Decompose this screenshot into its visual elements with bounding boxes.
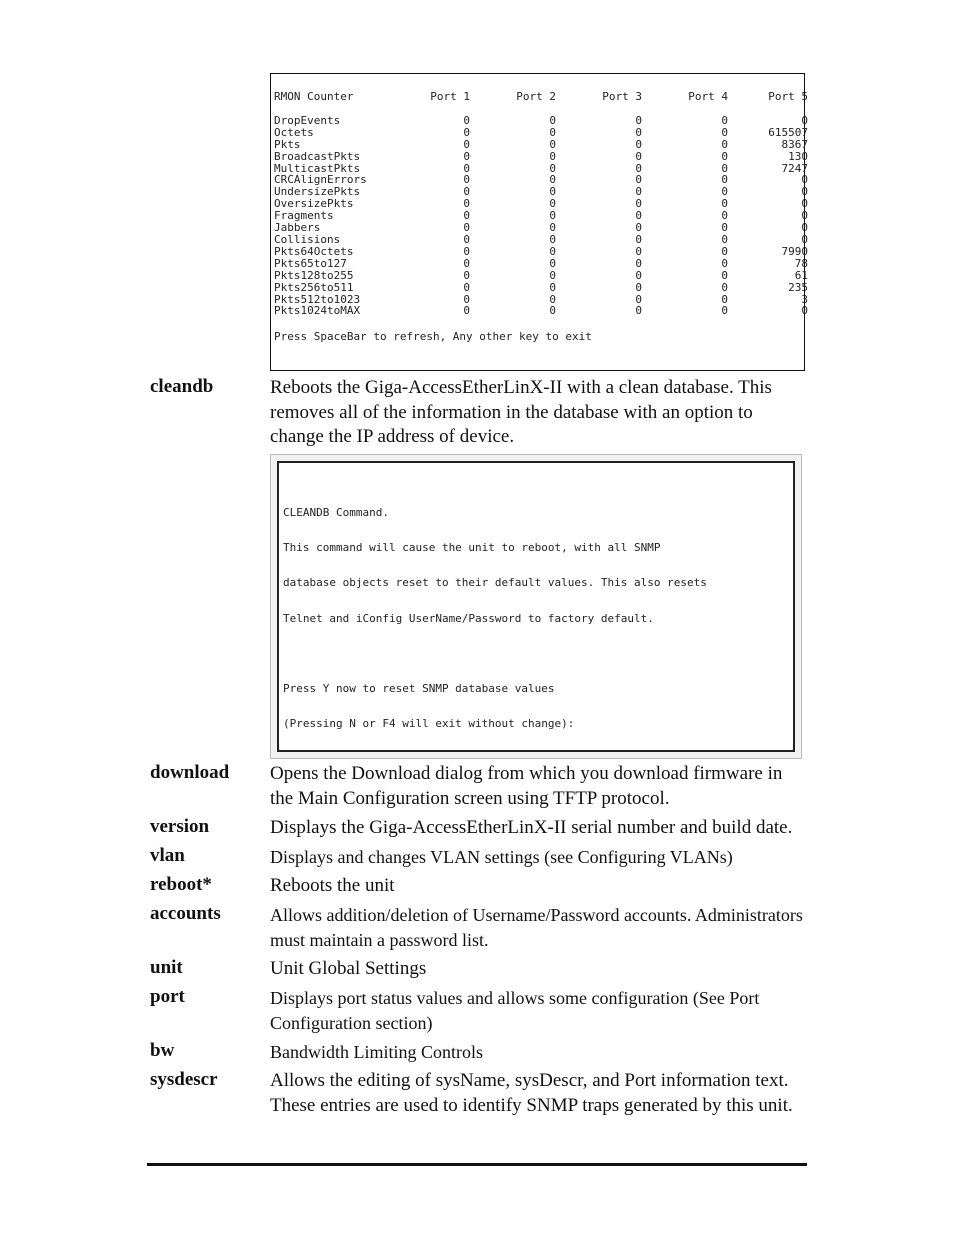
rmon-port2-value: 0 — [549, 280, 556, 294]
rmon-port5-value: 0 — [801, 173, 808, 187]
rmon-port4-value: 0 — [721, 185, 728, 199]
rmon-port3-value: 0 — [635, 137, 642, 151]
rmon-port2-value: 0 — [549, 292, 556, 306]
rmon-counter-name: Pkts256to511 — [274, 280, 354, 294]
rmon-port2-value: 0 — [549, 232, 556, 246]
rmon-row — [274, 282, 808, 294]
rmon-port4-value: 0 — [721, 232, 728, 246]
rmon-port5-value: 235 — [788, 280, 808, 294]
rmon-row — [274, 139, 808, 151]
rmon-port5-value: 0 — [801, 209, 808, 223]
rmon-port3-value: 0 — [635, 149, 642, 163]
rmon-port5-value: 7247 — [781, 161, 808, 175]
rmon-row — [274, 151, 808, 163]
cmd-sysdescr: sysdescr — [150, 1069, 218, 1090]
rmon-header-port2: Port 2 — [516, 90, 556, 103]
cleandb-gap — [283, 648, 707, 659]
cmd-reboot: reboot* — [150, 874, 212, 895]
rmon-counter-name: CRCAlignErrors — [274, 173, 367, 187]
rmon-port1-value: 0 — [463, 209, 470, 223]
desc-version: Displays the Giga-AccessEtherLinX-II serial number and build date. — [270, 817, 793, 838]
rmon-port1-value: 0 — [463, 197, 470, 211]
rmon-port4-value: 0 — [721, 209, 728, 223]
cleandb-line: This command will cause the unit to reboot, with all SNMP — [283, 540, 661, 554]
rmon-port2-value: 0 — [549, 256, 556, 270]
rmon-port1-value: 0 — [463, 125, 470, 139]
rmon-port4-value: 0 — [721, 197, 728, 211]
rmon-port2-value: 0 — [549, 185, 556, 199]
cleandb-terminal-window — [277, 461, 795, 752]
desc-reboot: Reboots the unit — [270, 875, 395, 896]
desc-vlan: Displays and changes VLAN settings (see Configuring VLANs) — [270, 847, 733, 867]
rmon-port1-value: 0 — [463, 113, 470, 127]
rmon-port5-value: 130 — [788, 149, 808, 163]
rmon-port4-value: 0 — [721, 149, 728, 163]
rmon-port3-value: 0 — [635, 209, 642, 223]
desc-sysdescr: Allows the editing of sysName, sysDescr, and Port information text. These entries are used to identify SNMP traps generated by this unit. — [270, 1070, 793, 1116]
rmon-port1-value: 0 — [463, 304, 470, 318]
rmon-port2-value: 0 — [549, 161, 556, 175]
rmon-port1-value: 0 — [463, 221, 470, 235]
desc-port: Displays port status values and allows some configuration (See Port Configuration section) — [270, 988, 760, 1033]
rmon-port5-value: 615507 — [768, 125, 808, 139]
cmd-port: port — [150, 986, 185, 1007]
rmon-counter-name: BroadcastPkts — [274, 149, 361, 163]
rmon-port3-value: 0 — [635, 232, 642, 246]
cmd-download: download — [150, 762, 230, 783]
desc-accounts: Allows addition/deletion of Username/Password accounts. Administrators must maintain a password list. — [270, 905, 803, 950]
rmon-counter-name: Pkts — [274, 137, 301, 151]
rmon-footer: Press SpaceBar to refresh, Any other key to exit — [274, 330, 592, 343]
rmon-port5-value: 8367 — [781, 137, 808, 151]
rmon-counter-name: Jabbers — [274, 221, 321, 235]
rmon-port3-value: 0 — [635, 244, 642, 258]
rmon-port3-value: 0 — [635, 280, 642, 294]
rmon-port4-value: 0 — [721, 221, 728, 235]
rmon-port3-value: 0 — [635, 221, 642, 235]
rmon-port1-value: 0 — [463, 149, 470, 163]
rmon-port5-value: 61 — [794, 268, 808, 282]
rmon-port1-value: 0 — [463, 244, 470, 258]
desc-bw: Bandwidth Limiting Controls — [270, 1042, 484, 1062]
rmon-counter-name: UndersizePkts — [274, 185, 361, 199]
desc-download: Opens the Download dialog from which you download firmware in the Main Configuration screen using TFTP protocol. — [270, 763, 783, 809]
rmon-port3-value: 0 — [635, 173, 642, 187]
rmon-port4-value: 0 — [721, 244, 728, 258]
rmon-port2-value: 0 — [549, 221, 556, 235]
rmon-port5-value: 78 — [794, 256, 808, 270]
rmon-port2-value: 0 — [549, 137, 556, 151]
rmon-port3-value: 0 — [635, 304, 642, 318]
rmon-row — [274, 246, 808, 258]
rmon-port3-value: 0 — [635, 113, 642, 127]
cleandb-screenshot — [270, 454, 802, 759]
rmon-port2-value: 0 — [549, 113, 556, 127]
cmd-cleandb: cleandb — [150, 376, 214, 397]
rmon-row — [274, 270, 808, 282]
footer-rule — [147, 1163, 807, 1166]
cmd-bw: bw — [150, 1040, 175, 1061]
rmon-counter-name: Pkts64Octets — [274, 244, 354, 258]
rmon-port1-value: 0 — [463, 137, 470, 151]
rmon-port5-value: 7990 — [781, 244, 808, 258]
rmon-port1-value: 0 — [463, 292, 470, 306]
rmon-row — [274, 258, 808, 270]
rmon-port2-value: 0 — [549, 244, 556, 258]
rmon-port5-value: 0 — [801, 221, 808, 235]
rmon-counter-name: Octets — [274, 125, 314, 139]
rmon-port5-value: 0 — [801, 185, 808, 199]
rmon-port5-value: 0 — [801, 304, 808, 318]
rmon-port4-value: 0 — [721, 161, 728, 175]
rmon-port5-value: 0 — [801, 113, 808, 127]
rmon-header-label: RMON Counter — [274, 90, 354, 103]
rmon-row — [274, 127, 808, 139]
rmon-counter-name: Pkts128to255 — [274, 268, 354, 282]
rmon-port1-value: 0 — [463, 256, 470, 270]
rmon-table — [274, 91, 808, 317]
rmon-port1-value: 0 — [463, 232, 470, 246]
rmon-port2-value: 0 — [549, 304, 556, 318]
desc-unit: Unit Global Settings — [270, 958, 427, 979]
rmon-port3-value: 0 — [635, 292, 642, 306]
rmon-port1-value: 0 — [463, 268, 470, 282]
rmon-port1-value: 0 — [463, 280, 470, 294]
rmon-port1-value: 0 — [463, 173, 470, 187]
rmon-port3-value: 0 — [635, 256, 642, 270]
cmd-version: version — [150, 816, 210, 837]
cleandb-line: (Pressing N or F4 will exit without change): — [283, 717, 575, 731]
rmon-counter-name: Pkts65to127 — [274, 256, 347, 270]
rmon-port1-value: 0 — [463, 161, 470, 175]
cleandb-line: database objects reset to their default values. This also resets — [283, 576, 707, 590]
rmon-port3-value: 0 — [635, 125, 642, 139]
rmon-port5-value: 3 — [801, 292, 808, 306]
rmon-port4-value: 0 — [721, 125, 728, 139]
rmon-port4-value: 0 — [721, 173, 728, 187]
rmon-port2-value: 0 — [549, 209, 556, 223]
rmon-port2-value: 0 — [549, 197, 556, 211]
cleandb-line: Press Y now to reset SNMP database values — [283, 681, 555, 695]
rmon-port5-value: 0 — [801, 232, 808, 246]
cleandb-line: Telnet and iConfig UserName/Password to factory default. — [283, 611, 654, 625]
rmon-counter-name: OversizePkts — [274, 197, 354, 211]
desc-cleandb: Reboots the Giga-AccessEtherLinX-II with a clean database. This removes all of the information in the database with an option to change the IP address of device. — [270, 377, 772, 448]
rmon-header-port3: Port 3 — [602, 90, 642, 103]
rmon-header-row — [274, 91, 808, 103]
rmon-counter-name: DropEvents — [274, 113, 341, 127]
rmon-port4-value: 0 — [721, 292, 728, 306]
rmon-counter-name: Pkts1024toMAX — [274, 304, 361, 318]
cleandb-line: CLEANDB Command. — [283, 505, 389, 519]
rmon-port2-value: 0 — [549, 149, 556, 163]
rmon-header-port4: Port 4 — [688, 90, 728, 103]
rmon-counter-name: MulticastPkts — [274, 161, 361, 175]
rmon-port4-value: 0 — [721, 256, 728, 270]
rmon-header-port5: Port 5 — [768, 90, 808, 103]
rmon-header-port1: Port 1 — [430, 90, 470, 103]
cmd-vlan: vlan — [150, 845, 185, 866]
rmon-port5-value: 0 — [801, 197, 808, 211]
rmon-port4-value: 0 — [721, 137, 728, 151]
cmd-unit: unit — [150, 957, 183, 978]
rmon-counter-name: Fragments — [274, 209, 334, 223]
rmon-port2-value: 0 — [549, 268, 556, 282]
rmon-row — [274, 305, 808, 317]
rmon-port3-value: 0 — [635, 268, 642, 282]
rmon-port3-value: 0 — [635, 161, 642, 175]
cmd-accounts: accounts — [150, 903, 221, 924]
rmon-counter-name: Collisions — [274, 232, 341, 246]
rmon-port4-value: 0 — [721, 113, 728, 127]
rmon-port2-value: 0 — [549, 125, 556, 139]
rmon-port4-value: 0 — [721, 268, 728, 282]
rmon-port3-value: 0 — [635, 197, 642, 211]
cleandb-terminal-text — [283, 483, 707, 754]
rmon-port1-value: 0 — [463, 185, 470, 199]
rmon-rows — [274, 115, 808, 317]
rmon-port4-value: 0 — [721, 280, 728, 294]
rmon-port4-value: 0 — [721, 304, 728, 318]
rmon-counter-name: Pkts512to1023 — [274, 292, 361, 306]
rmon-port2-value: 0 — [549, 173, 556, 187]
rmon-counter-screenshot — [270, 73, 808, 371]
rmon-port3-value: 0 — [635, 185, 642, 199]
